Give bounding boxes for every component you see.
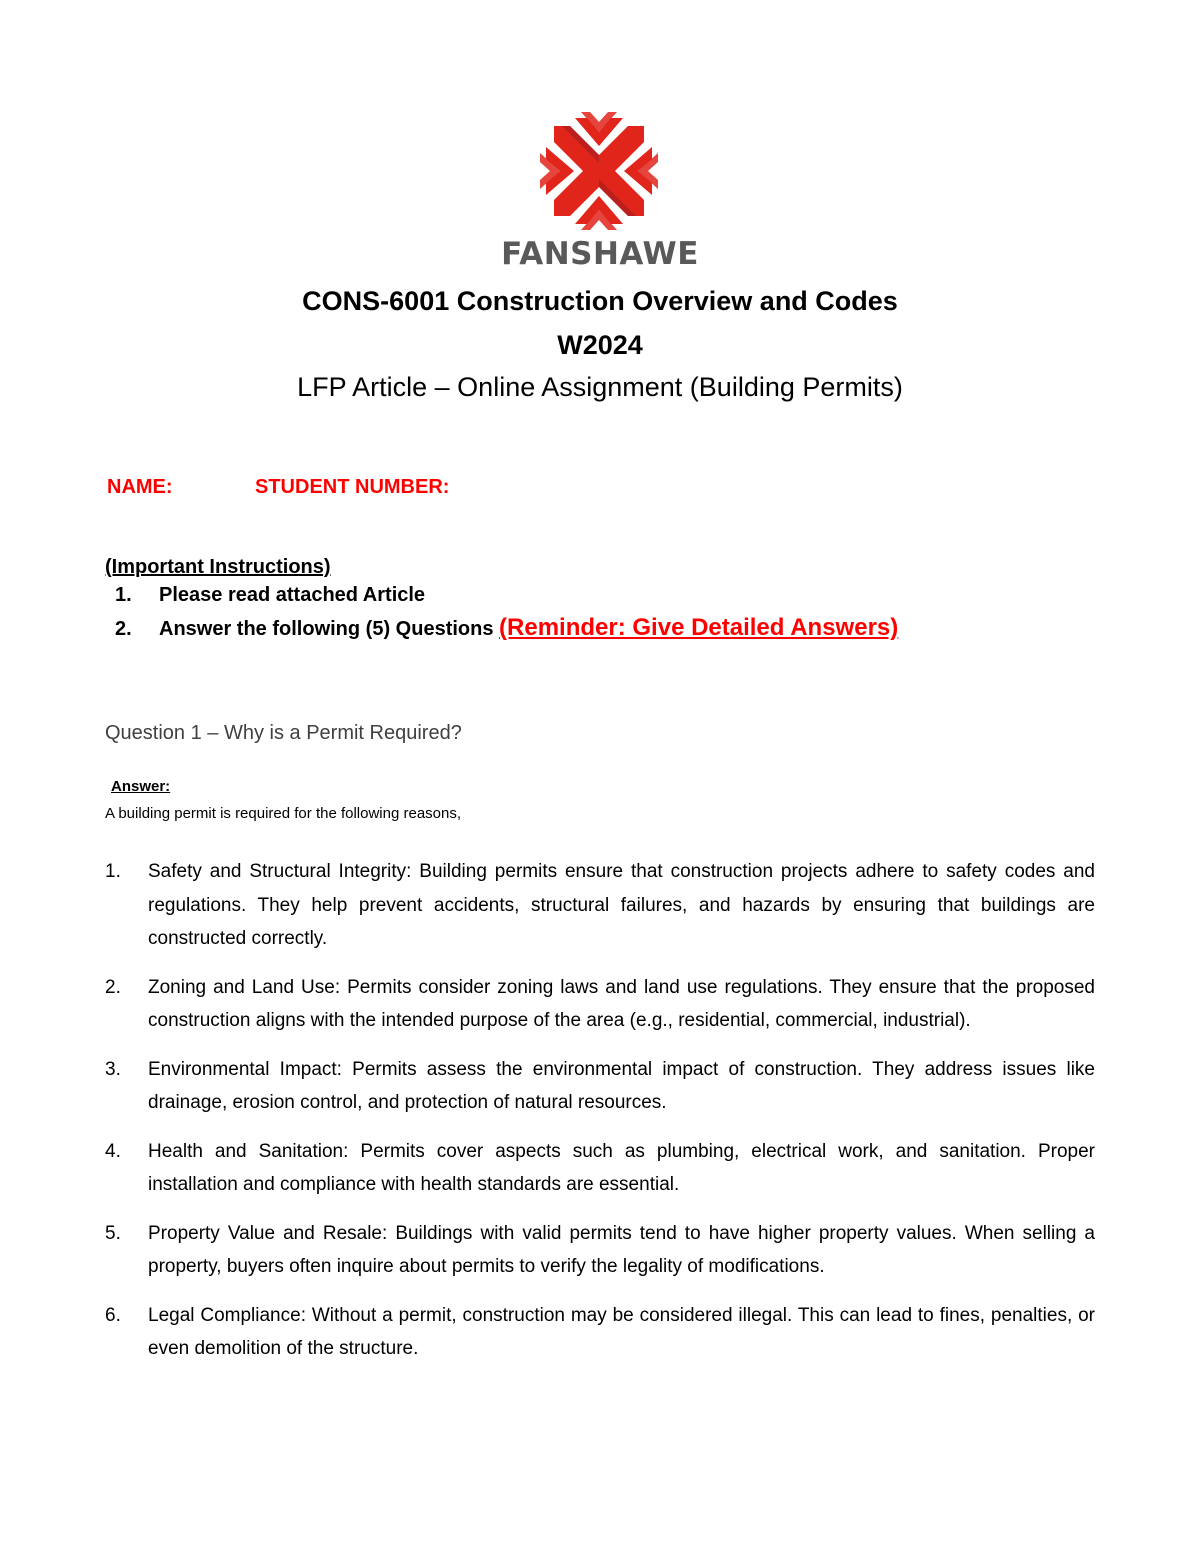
fanshawe-logo-icon [540, 112, 658, 230]
list-item-number: 5. [105, 1222, 121, 1244]
course-title: CONS-6001 Construction Overview and Codes [302, 286, 898, 316]
list-item-text: Legal Compliance: Without a permit, construction may be considered illegal. This can lead to fines, penalties, or even demolition of the structure. [148, 1304, 1095, 1359]
reasons-list [105, 855, 1095, 1381]
list-item [105, 1299, 1095, 1366]
assignment-subtitle: LFP Article – Online Assignment (Building Permits) [297, 372, 903, 402]
list-item-number: 6. [105, 1304, 121, 1326]
instruction-item [115, 584, 425, 607]
answer-label: Answer: [111, 778, 171, 795]
answer-intro: A building permit is required for the following reasons, [105, 805, 462, 822]
instruction-number: 1. [115, 584, 132, 606]
instructions-heading: (Important Instructions) [105, 556, 331, 578]
list-item-text: Property Value and Resale: Buildings with valid permits tend to have higher property values. When selling a property, buyers often inquire about permits to verify the legality of modifications. [148, 1222, 1095, 1277]
list-item-number: 4. [105, 1140, 121, 1162]
instruction-item [115, 614, 898, 642]
list-item-text: Environmental Impact: Permits assess the environmental impact of construction. They address issues like drainage, erosion control, and protection of natural resources. [148, 1058, 1095, 1113]
list-item-number: 2. [105, 976, 121, 998]
term-title: W2024 [557, 330, 643, 360]
instruction-number: 2. [115, 618, 132, 640]
list-item-text: Health and Sanitation: Permits cover aspects such as plumbing, electrical work, and sanitation. Proper installation and compliance with health standards are essential. [148, 1140, 1095, 1195]
instruction-text: Please read attached Article [159, 584, 426, 606]
list-item-number: 3. [105, 1058, 121, 1080]
list-item [105, 1135, 1095, 1202]
name-label: NAME: [107, 476, 173, 498]
list-item [105, 1217, 1095, 1284]
list-item [105, 971, 1095, 1038]
logo-wordmark: FANSHAWE [501, 236, 699, 272]
instruction-text: Answer the following (5) Questions [159, 618, 494, 640]
question-1-title: Question 1 – Why is a Permit Required? [105, 722, 462, 744]
reminder-text: (Reminder: Give Detailed Answers) [499, 614, 899, 641]
list-item-number: 1. [105, 861, 121, 882]
list-item-text: Zoning and Land Use: Permits consider zoning laws and land use regulations. They ensure that the proposed construction aligns with the intended purpose of the area (e.g., residential, commercial, industrial). [148, 976, 1095, 1031]
student-number-label: STUDENT NUMBER: [255, 476, 450, 498]
list-item [105, 1053, 1095, 1120]
list-item-text: Safety and Structural Integrity: Building permits ensure that construction projects adhere to safety codes and regulations. They help prevent accidents, structural failures, and hazards by ensuring that buildings are constructed correctly. [148, 861, 1095, 949]
list-item [105, 855, 1095, 956]
